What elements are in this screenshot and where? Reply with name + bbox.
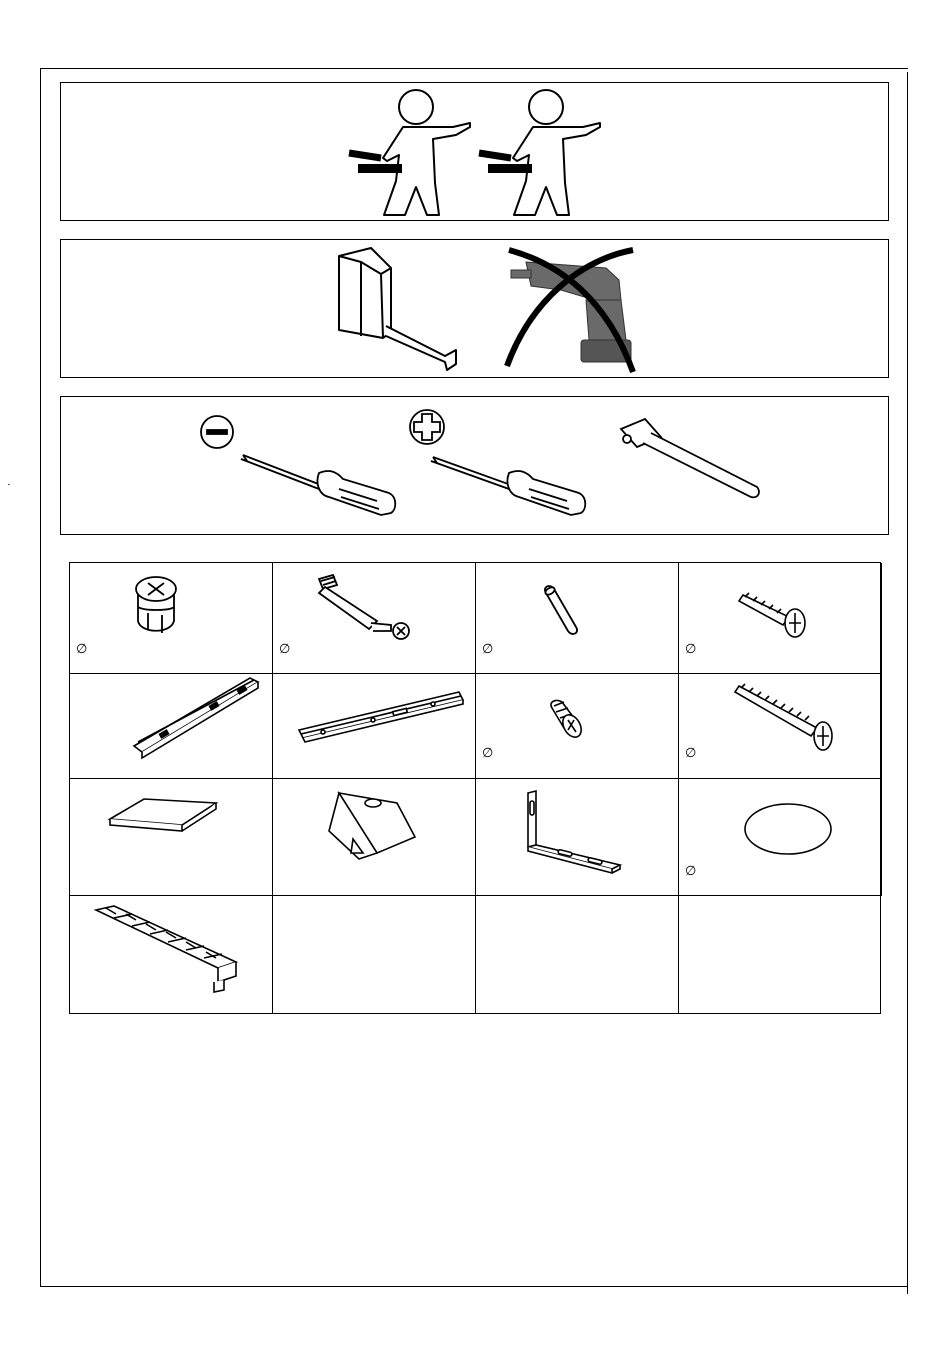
- plastic-channel-strip-icon: [96, 906, 236, 992]
- person-carrying-icon: [349, 90, 470, 215]
- hardware-cell-l-bracket: [476, 779, 679, 896]
- required-tools-panel: [60, 396, 889, 535]
- hardware-cell-cam-bolt: [273, 563, 476, 674]
- felt-pad-icon: [110, 799, 216, 831]
- diameter-symbol: ∅: [279, 642, 291, 657]
- frame-edge-line: [907, 72, 908, 1294]
- flat-head-screw-icon: [739, 593, 805, 637]
- phillips-screwdriver-icon: [410, 410, 585, 515]
- hardware-cell-oval-bumper-pad: [679, 779, 882, 896]
- hardware-cell-plastic-channel-strip: [70, 896, 273, 1013]
- flathead-screwdriver-icon: [201, 416, 395, 515]
- hardware-cell-long-wood-screw: [679, 674, 882, 779]
- hex-key-wrench-icon: [621, 419, 759, 497]
- person-carrying-icon: [479, 90, 600, 215]
- diameter-symbol: ∅: [685, 864, 697, 879]
- diameter-symbol: ∅: [76, 642, 88, 657]
- drawer-runner-rail-icon: [299, 692, 463, 742]
- tape-measure-icon: [339, 248, 456, 370]
- hardware-cell-plastic-corner-bracket: [273, 779, 476, 896]
- stray-mark: [8, 484, 10, 485]
- oval-bumper-pad-icon: [745, 804, 831, 854]
- diameter-symbol: ∅: [482, 746, 494, 761]
- hardware-cell-flat-head-screw: [679, 563, 882, 674]
- two-person-assembly-panel: [60, 82, 889, 221]
- cam-bolt-icon: [319, 575, 409, 639]
- plastic-corner-bracket-icon: [329, 793, 415, 859]
- diameter-symbol: ∅: [685, 642, 697, 657]
- hardware-cell-wood-dowel: [476, 563, 679, 674]
- hardware-cell-empty: [476, 896, 679, 1013]
- hardware-cell-empty: [273, 896, 476, 1013]
- drawer-slide-icon: [134, 678, 258, 758]
- diameter-symbol: ∅: [482, 642, 494, 657]
- euro-screw-icon: [551, 700, 585, 740]
- hardware-cell-drawer-slide: [70, 674, 273, 779]
- tape-measure-no-drill-panel: [60, 239, 889, 378]
- diameter-symbol: ∅: [685, 746, 697, 761]
- hardware-cell-euro-screw: [476, 674, 679, 779]
- hardware-cell-empty: [679, 896, 880, 1013]
- crossed-out-power-drill-icon: [507, 250, 633, 372]
- wood-dowel-icon: [544, 586, 577, 634]
- hardware-cell-drawer-runner-rail: [273, 674, 476, 779]
- hardware-cell-felt-pad: [70, 779, 273, 896]
- long-wood-screw-icon: [735, 684, 832, 750]
- l-bracket-icon: [528, 791, 620, 873]
- hardware-parts-grid: [69, 562, 881, 1014]
- cam-lock-icon: [136, 577, 176, 633]
- hardware-cell-cam-lock: [70, 563, 273, 674]
